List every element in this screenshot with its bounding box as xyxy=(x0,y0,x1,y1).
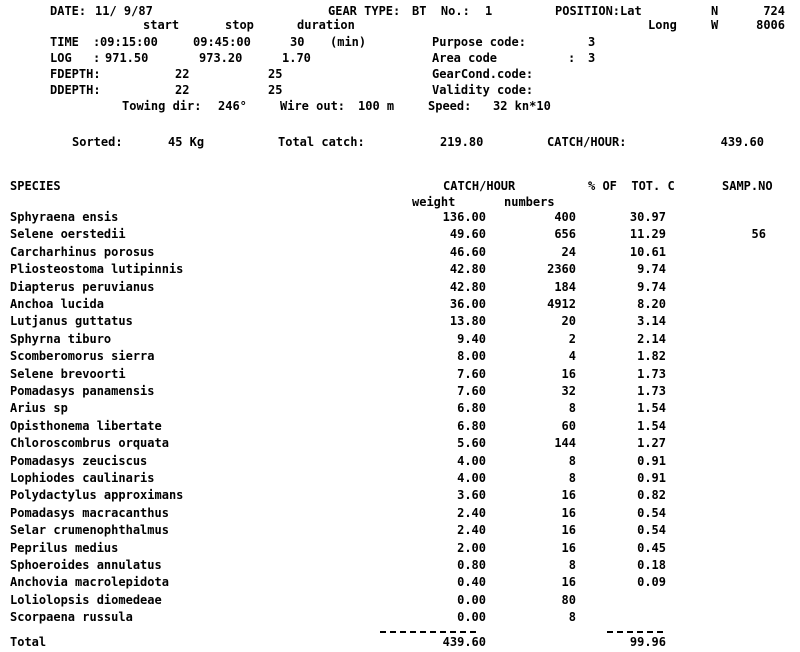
weight-cell: 2.40 xyxy=(457,506,486,520)
fdepth-stop: 25 xyxy=(268,67,283,81)
pct-cell: 2.14 xyxy=(637,332,666,346)
table-row xyxy=(0,559,800,576)
numbers-cell: 16 xyxy=(561,541,576,555)
numbers-cell: 24 xyxy=(561,245,576,259)
table-row xyxy=(0,368,800,385)
fdepth-label: FDEPTH: xyxy=(50,67,101,81)
pct-total-header: % OF TOT. C xyxy=(588,179,675,193)
species-name: Anchoa lucida xyxy=(10,297,104,311)
time-stop: 09:45:00 xyxy=(193,35,251,49)
numbers-cell: 8 xyxy=(568,558,576,572)
numbers-cell: 20 xyxy=(561,314,576,328)
pct-cell: 0.91 xyxy=(637,471,666,485)
numbers-cell: 16 xyxy=(561,488,576,502)
log-duration: 1.70 xyxy=(282,51,311,65)
date-value: 11/ 9/87 xyxy=(95,4,153,18)
sorted-value: 45 Kg xyxy=(168,135,205,149)
catch-hour-header: CATCH/HOUR xyxy=(443,179,516,193)
long-label: Long xyxy=(648,18,677,32)
purpose-code-value: 3 xyxy=(588,35,596,49)
numbers-cell: 656 xyxy=(554,227,576,241)
samp-cell: 56 xyxy=(751,227,766,241)
lat-direction: N xyxy=(711,4,719,18)
species-name: Opisthonema libertate xyxy=(10,419,162,433)
numbers-cell: 16 xyxy=(561,575,576,589)
species-name: Diapterus peruvianus xyxy=(10,280,155,294)
towing-dir-value: 246° xyxy=(218,99,247,113)
table-row xyxy=(0,489,800,506)
fdepth-start: 22 xyxy=(175,67,190,81)
table-row xyxy=(0,507,800,524)
weight-cell: 3.60 xyxy=(457,488,486,502)
ddepth-label: DDEPTH: xyxy=(50,83,101,97)
long-value: 8006 xyxy=(756,18,785,32)
pct-cell: 3.14 xyxy=(637,314,666,328)
species-name: Pliosteostoma lutipinnis xyxy=(10,262,184,276)
pct-cell: 0.09 xyxy=(637,575,666,589)
time-label: TIME xyxy=(50,35,79,49)
species-name: Lutjanus guttatus xyxy=(10,314,133,328)
pct-cell: 8.20 xyxy=(637,297,666,311)
table-row xyxy=(0,281,800,298)
table-row xyxy=(0,420,800,437)
table-row xyxy=(0,524,800,541)
pct-cell: 1.73 xyxy=(637,367,666,381)
species-name: Scomberomorus sierra xyxy=(10,349,155,363)
numbers-cell: 80 xyxy=(561,593,576,607)
speed-value: 32 kn*10 xyxy=(493,99,551,113)
long-direction: W xyxy=(711,18,719,32)
time-start: 09:15:00 xyxy=(100,35,158,49)
species-name: Selene brevoorti xyxy=(10,367,126,381)
species-name: Selene oerstedii xyxy=(10,227,126,241)
numbers-cell: 4912 xyxy=(547,297,576,311)
ddepth-start: 22 xyxy=(175,83,190,97)
table-row xyxy=(0,385,800,402)
species-name: Sphyraena ensis xyxy=(10,210,119,224)
total-label: Total xyxy=(10,635,47,649)
table-row xyxy=(0,246,800,263)
area-code-label: Area code xyxy=(432,51,498,65)
numbers-cell: 60 xyxy=(561,419,576,433)
table-row xyxy=(0,228,800,245)
numbers-cell: 8 xyxy=(568,454,576,468)
purpose-code-label: Purpose code: xyxy=(432,35,526,49)
validity-code-label: Validity code: xyxy=(432,83,534,97)
position-label: POSITION:Lat xyxy=(555,4,642,18)
numbers-header: numbers xyxy=(504,195,555,209)
pct-cell: 0.54 xyxy=(637,523,666,537)
weight-cell: 42.80 xyxy=(449,280,486,294)
pct-cell: 0.18 xyxy=(637,558,666,572)
numbers-cell: 16 xyxy=(561,523,576,537)
wire-out-value: 100 m xyxy=(358,99,395,113)
numbers-cell: 8 xyxy=(568,471,576,485)
weight-cell: 5.60 xyxy=(457,436,486,450)
weight-cell: 13.80 xyxy=(449,314,486,328)
species-name: Pomadasys zeuciscus xyxy=(10,454,148,468)
gear-no-value: 1 xyxy=(485,4,493,18)
species-name: Pomadasys macracanthus xyxy=(10,506,169,520)
weight-cell: 2.40 xyxy=(457,523,486,537)
total-catch-value: 219.80 xyxy=(440,135,484,149)
table-row xyxy=(0,211,800,228)
species-name: Selar crumenophthalmus xyxy=(10,523,169,537)
weight-cell: 42.80 xyxy=(449,262,486,276)
weight-cell: 136.00 xyxy=(442,210,486,224)
pct-cell: 0.54 xyxy=(637,506,666,520)
species-name: Peprilus medius xyxy=(10,541,119,555)
weight-cell: 6.80 xyxy=(457,419,486,433)
table-row xyxy=(0,594,800,611)
wire-out-label: Wire out: xyxy=(280,99,346,113)
catch-hour-label: CATCH/HOUR: xyxy=(547,135,627,149)
weight-cell: 0.00 xyxy=(457,610,486,624)
numbers-cell: 16 xyxy=(561,367,576,381)
pct-cell: 0.91 xyxy=(637,454,666,468)
table-row xyxy=(0,402,800,419)
species-name: Pomadasys panamensis xyxy=(10,384,155,398)
log-label: LOG xyxy=(50,51,72,65)
table-row xyxy=(0,298,800,315)
time-duration: 30 xyxy=(290,35,305,49)
colon-sep: : xyxy=(93,35,101,49)
col-start-label: start xyxy=(143,18,180,32)
total-catch-label: Total catch: xyxy=(278,135,365,149)
table-row xyxy=(0,315,800,332)
numbers-cell: 184 xyxy=(554,280,576,294)
pct-cell: 0.82 xyxy=(637,488,666,502)
weight-cell: 8.00 xyxy=(457,349,486,363)
species-name: Polydactylus approximans xyxy=(10,488,184,502)
pct-cell: 30.97 xyxy=(629,210,666,224)
species-name: Loliolopsis diomedeae xyxy=(10,593,162,607)
col-duration-label: duration xyxy=(297,18,355,32)
weight-cell: 0.80 xyxy=(457,558,486,572)
pct-cell: 1.82 xyxy=(637,349,666,363)
pct-cell: 9.74 xyxy=(637,280,666,294)
table-row xyxy=(0,472,800,489)
weight-cell: 4.00 xyxy=(457,471,486,485)
species-name: Anchovia macrolepidota xyxy=(10,575,169,589)
numbers-cell: 2 xyxy=(568,332,576,346)
pct-cell: 1.27 xyxy=(637,436,666,450)
weight-cell: 7.60 xyxy=(457,367,486,381)
numbers-cell: 8 xyxy=(568,610,576,624)
pct-cell: 10.61 xyxy=(629,245,666,259)
weight-cell: 2.00 xyxy=(457,541,486,555)
log-stop: 973.20 xyxy=(199,51,243,65)
pct-total-rule xyxy=(607,631,663,633)
pct-cell: 0.45 xyxy=(637,541,666,555)
catch-hour-value: 439.60 xyxy=(720,135,764,149)
ddepth-stop: 25 xyxy=(268,83,283,97)
time-unit: (min) xyxy=(330,35,367,49)
gear-type-label: GEAR TYPE: xyxy=(328,4,401,18)
table-row xyxy=(0,263,800,280)
weight-cell: 4.00 xyxy=(457,454,486,468)
pct-cell: 11.29 xyxy=(629,227,666,241)
weight-cell: 46.60 xyxy=(449,245,486,259)
numbers-cell: 2360 xyxy=(547,262,576,276)
sorted-label: Sorted: xyxy=(72,135,123,149)
species-name: Sphyrna tiburo xyxy=(10,332,112,346)
weight-cell: 9.40 xyxy=(457,332,486,346)
gear-type-value: BT No.: xyxy=(412,4,470,18)
date-label: DATE: xyxy=(50,4,87,18)
weight-total-rule xyxy=(380,631,476,633)
numbers-cell: 16 xyxy=(561,506,576,520)
species-name: Chloroscombrus orquata xyxy=(10,436,169,450)
species-name: Arius sp xyxy=(10,401,68,415)
col-stop-label: stop xyxy=(225,18,254,32)
pct-cell: 1.73 xyxy=(637,384,666,398)
numbers-cell: 144 xyxy=(554,436,576,450)
weight-cell: 7.60 xyxy=(457,384,486,398)
samp-no-header: SAMP.NO xyxy=(722,180,773,193)
weight-header: weight xyxy=(412,195,456,209)
weight-cell: 0.00 xyxy=(457,593,486,607)
table-row xyxy=(0,611,800,628)
table-row xyxy=(0,542,800,559)
table-row xyxy=(0,437,800,454)
species-header: SPECIES xyxy=(10,179,61,193)
lat-value: 724 xyxy=(763,4,785,18)
pct-cell: 9.74 xyxy=(637,262,666,276)
pct-cell: 1.54 xyxy=(637,419,666,433)
weight-cell: 36.00 xyxy=(449,297,486,311)
log-start: 971.50 xyxy=(105,51,149,65)
species-name: Scorpaena russula xyxy=(10,610,133,624)
numbers-cell: 32 xyxy=(561,384,576,398)
numbers-cell: 4 xyxy=(568,349,576,363)
numbers-cell: 8 xyxy=(568,401,576,415)
weight-cell: 49.60 xyxy=(449,227,486,241)
table-row xyxy=(0,455,800,472)
species-name: Lophiodes caulinaris xyxy=(10,471,155,485)
speed-label: Speed: xyxy=(428,99,472,113)
area-code-value: 3 xyxy=(588,51,596,65)
table-row xyxy=(0,576,800,593)
towing-dir-label: Towing dir: xyxy=(122,99,202,113)
numbers-cell: 400 xyxy=(554,210,576,224)
species-name: Carcharhinus porosus xyxy=(10,245,155,259)
species-name: Sphoeroides annulatus xyxy=(10,558,162,572)
table-row xyxy=(0,350,800,367)
table-row xyxy=(0,333,800,350)
total-pct: 99.96 xyxy=(629,635,666,649)
total-weight: 439.60 xyxy=(442,635,486,649)
weight-cell: 0.40 xyxy=(457,575,486,589)
gearcond-code-label: GearCond.code: xyxy=(432,67,534,81)
colon-sep: : xyxy=(568,51,576,65)
weight-cell: 6.80 xyxy=(457,401,486,415)
pct-cell: 1.54 xyxy=(637,401,666,415)
colon-sep: : xyxy=(93,51,101,65)
